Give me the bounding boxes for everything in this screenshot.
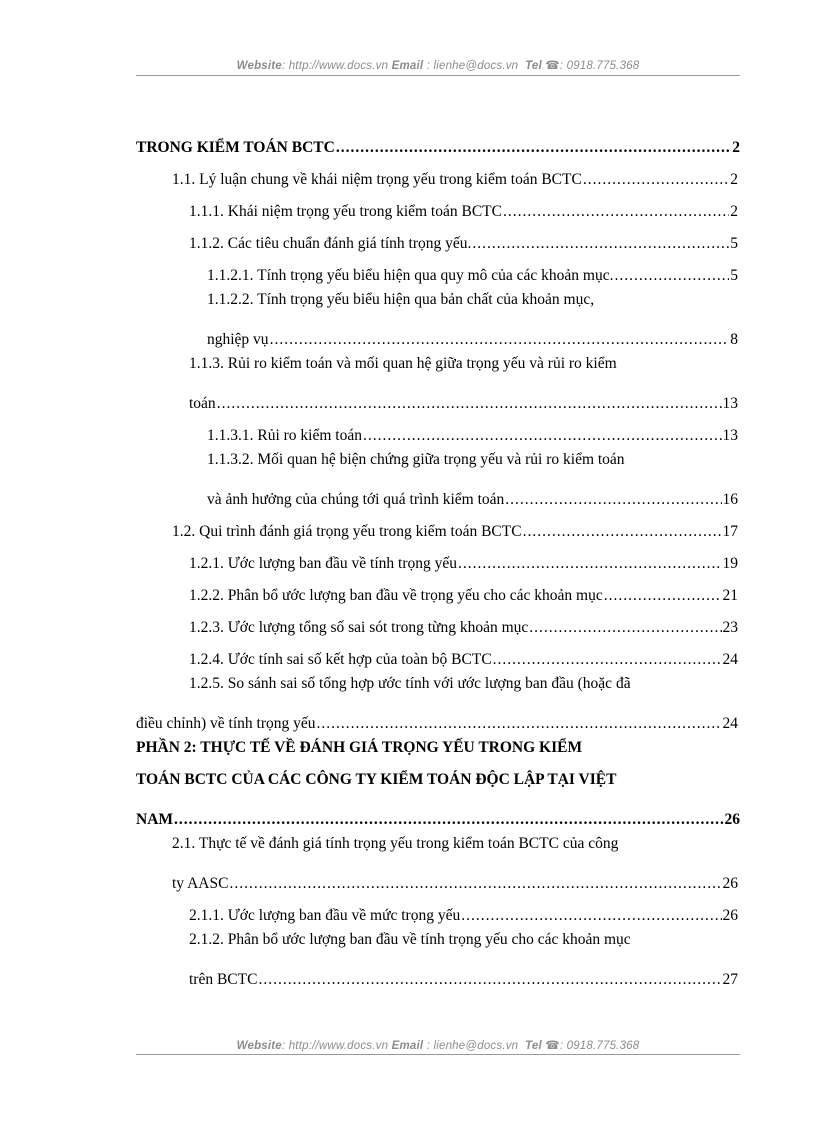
footer-email-value: : lienhe@docs.vn bbox=[423, 1040, 519, 1052]
toc-entry[interactable]: 1.2.2. Phân bổ ước lượng ban đầu về trọng yếu cho các khoản mục ..... 21 bbox=[189, 578, 738, 606]
header-rule bbox=[136, 75, 740, 76]
phone-icon: ☎ bbox=[545, 1040, 560, 1052]
toc-entry[interactable]: 1.1.2. Các tiêu chuẩn đánh giá tính trọng yếu. ..... 5 bbox=[189, 226, 738, 254]
toc-entry[interactable]: 1.1. Lý luận chung về khái niệm trọng yếu trong kiểm toán BCTC ..... 2 bbox=[172, 162, 738, 190]
phone-icon: ☎ bbox=[545, 60, 560, 72]
footer-tel-value: : 0918.775.368 bbox=[559, 1040, 640, 1052]
toc-entry-line: 1.1.2.2. Tính trọng yếu biểu hiện qua bản chất của khoản mục, bbox=[207, 291, 595, 308]
toc-entry[interactable]: 1.1.3.1. Rủi ro kiểm toán ..... 13 bbox=[207, 418, 738, 446]
footer-website-label: Website bbox=[236, 1040, 282, 1052]
footer-website-value: : http://www.docs.vn bbox=[281, 1040, 389, 1052]
toc-entry[interactable]: trên BCTC ..... 27 bbox=[189, 962, 738, 990]
toc-entry-line: TOÁN BCTC CỦA CÁC CÔNG TY KIỂM TOÁN ĐỘC LẬP TẠI VIỆT bbox=[136, 771, 617, 788]
page-header bbox=[136, 58, 740, 72]
toc-entry[interactable]: 1.1.1. Khái niệm trọng yếu trong kiểm toán BCTC ..... 2 bbox=[189, 194, 738, 222]
footer-tel-label: Tel bbox=[525, 1040, 542, 1052]
toc-entry-line: 2.1.2. Phân bổ ước lượng ban đầu về tính trọng yếu cho các khoản mục bbox=[189, 931, 631, 948]
header-email-value: : lienhe@docs.vn bbox=[423, 60, 519, 72]
toc-entry[interactable]: 1.2.1. Ước lượng ban đầu về tính trọng yếu ..... 19 bbox=[189, 546, 738, 574]
header-email-label: Email bbox=[391, 60, 424, 72]
toc-entry[interactable]: và ảnh hưởng của chúng tới quá trình kiểm toán ..... 16 bbox=[207, 482, 738, 510]
toc-entry[interactable]: nghiệp vụ ..... 8 bbox=[207, 322, 738, 350]
toc-entry[interactable]: ty AASC ..... 26 bbox=[172, 866, 738, 894]
toc-entry[interactable]: NAM ..... 26 bbox=[136, 802, 740, 830]
header-tel-value: : 0918.775.368 bbox=[559, 60, 640, 72]
footer-email-label: Email bbox=[391, 1040, 424, 1052]
footer-rule bbox=[136, 1054, 740, 1055]
toc-entry-line: 1.1.3. Rủi ro kiểm toán và mối quan hệ giữa trọng yếu và rủi ro kiểm bbox=[189, 355, 617, 372]
toc-entry-line: PHẦN 2: THỰC TẾ VỀ ĐÁNH GIÁ TRỌNG YẾU TRONG KIỂM bbox=[136, 739, 583, 756]
toc-entry[interactable]: 2.1.1. Ước lượng ban đầu về mức trọng yếu ..... 26 bbox=[189, 898, 738, 926]
toc-entry-line: 1.1.3.2. Mối quan hệ biện chứng giữa trọng yếu và rủi ro kiểm toán bbox=[207, 451, 625, 468]
header-website-value: : http://www.docs.vn bbox=[281, 60, 389, 72]
toc-entry-line: 2.1. Thực tế về đánh giá tính trọng yếu trong kiểm toán BCTC của công bbox=[172, 835, 619, 852]
toc-entry[interactable]: 1.1.2.1. Tính trọng yếu biểu hiện qua quy mô của các khoản mục. ..... 5 bbox=[207, 258, 738, 286]
header-tel-label: Tel bbox=[525, 60, 542, 72]
toc-entry[interactable]: 1.2.3. Ước lượng tổng số sai sót trong từng khoản mục ..... 23 bbox=[189, 610, 738, 638]
toc-entry[interactable]: điều chỉnh) về tính trọng yếu ..... 24 bbox=[136, 706, 738, 734]
toc-entry[interactable]: 1.2.4. Ước tính sai số kết hợp của toàn bộ BCTC ..... 24 bbox=[189, 642, 738, 670]
header-website-label: Website bbox=[236, 60, 282, 72]
toc-entry[interactable]: toán ..... 13 bbox=[189, 386, 738, 414]
page-footer bbox=[136, 1038, 740, 1052]
toc-entry[interactable]: 1.2. Qui trình đánh giá trọng yếu trong kiểm toán BCTC ..... 17 bbox=[172, 514, 738, 542]
toc-entry[interactable]: TRONG KIỂM TOÁN BCTC ..... 2 bbox=[136, 130, 740, 158]
toc-entry-line: 1.2.5. So sánh sai số tổng hợp ước tính với ước lượng ban đầu (hoặc đã bbox=[189, 675, 631, 692]
